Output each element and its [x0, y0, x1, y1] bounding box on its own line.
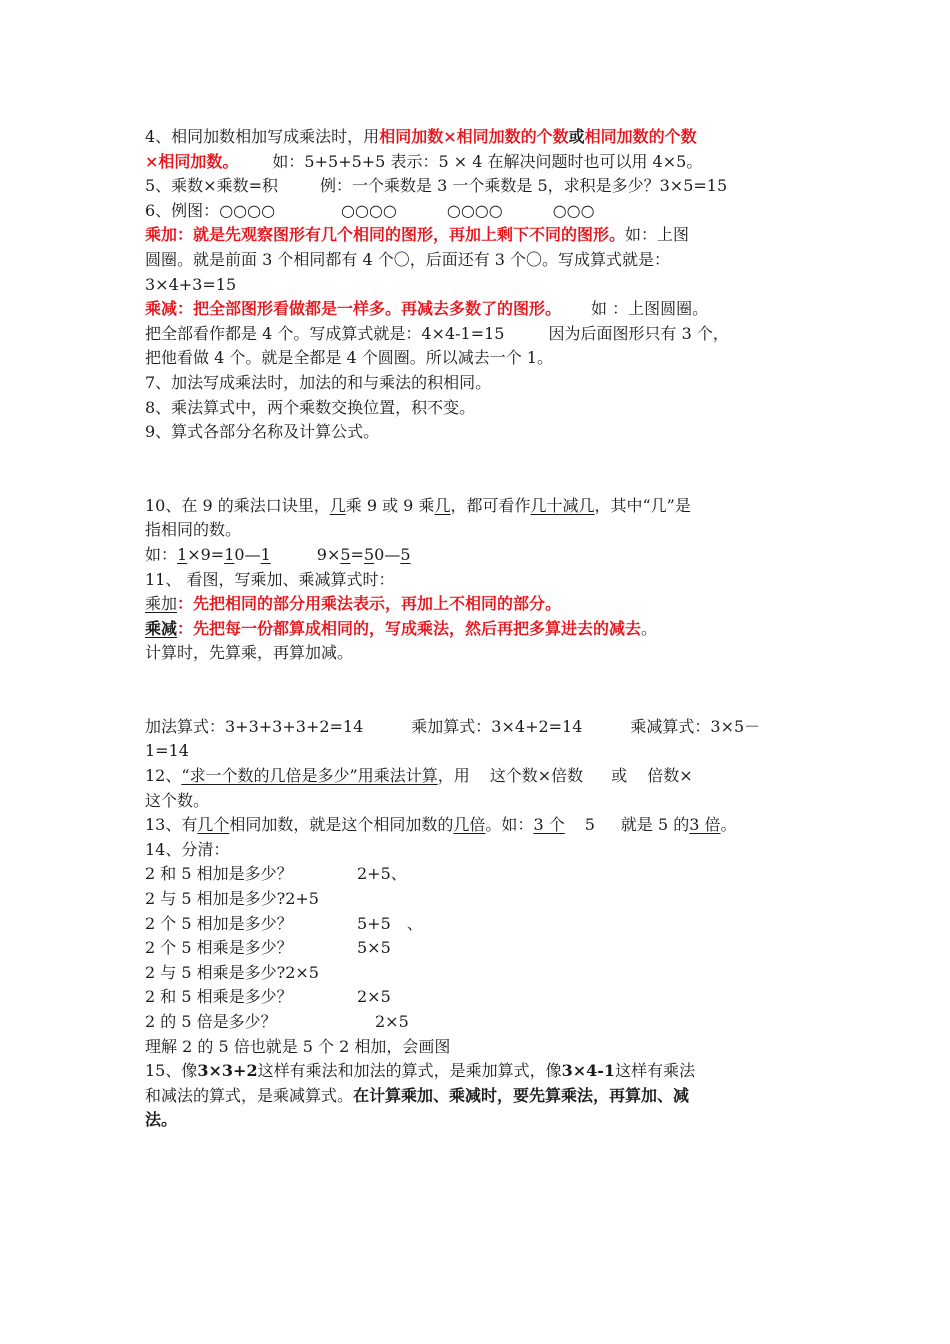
item-13-underline: 3 倍 — [689, 815, 721, 835]
item-8: 8、乘法算式中，两个乘数交换位置，积不变。 — [145, 397, 476, 417]
circle-group-3: ○○○○ — [446, 200, 503, 220]
item-11-mul-sub — [145, 617, 825, 642]
item-4-line-2 — [145, 150, 825, 175]
item-4-example: 如：5+5+5+5 表示：5 × 4 在解决问题时也可以用 4×5。 — [272, 151, 703, 171]
item-13-underline: 3 个 — [533, 815, 565, 835]
calc-examples-line-2: 1=14 — [145, 741, 189, 761]
item-7: 7、加法写成乘法时，加法的和与乘法的积相同。 — [145, 372, 492, 392]
mul-add-formula: 3×4+3=15 — [145, 274, 237, 294]
mul-add-definition: 乘加：就是先观察图形有几个相同的图形，再加上剩下不同的图形。 — [145, 225, 626, 245]
mul-sub-formula: 把全部看作都是 4 个。写成算式就是：4×4-1=15 — [145, 323, 505, 343]
item-13-text: 就是 5 的 — [620, 815, 690, 835]
addition-formula: 加法算式：3+3+3+3+2=14 — [145, 716, 364, 736]
item-13-text: 。 — [720, 815, 737, 835]
spacer — [145, 666, 825, 715]
mul-sub-reason: 因为后面图形只有 3 个， — [548, 323, 729, 343]
spacer — [145, 445, 825, 494]
example-text: = — [350, 544, 364, 564]
item-10-text-b: 乘 9 或 9 乘 — [345, 495, 435, 515]
mul-sub-label: 乘减 — [145, 618, 178, 638]
example-underline: 1 — [260, 544, 271, 564]
mul-add-example-start: 如：上图 — [625, 225, 690, 245]
example-underline: 1 — [224, 544, 235, 564]
item-10-underline-2: 几 — [434, 495, 451, 515]
list-answer: 5+5 、 — [357, 913, 423, 933]
example-underline: 5 — [363, 544, 375, 564]
item-10-example — [145, 543, 825, 568]
item-12-number: 12、 — [145, 766, 182, 786]
list-answer: 5×5 — [357, 938, 391, 958]
item-14-title: 14、分清： — [145, 839, 230, 859]
item-11-title: 11、 看图，写乘加、乘减算式时： — [145, 569, 395, 589]
list-answer: 2+5、 — [357, 864, 407, 884]
item-10-underline-3: 几十减几 — [530, 495, 595, 515]
mul-add-rule: ：先把相同的部分用乘法表示，再加上不相同的部分。 — [177, 594, 562, 614]
example-text: 9× — [316, 544, 341, 564]
list-item — [145, 912, 825, 937]
list-item — [145, 936, 825, 961]
mul-sub-example-start: 如 ：上图圆圈。 — [591, 299, 709, 319]
item-9: 9、算式各部分名称及计算公式。 — [145, 422, 380, 442]
example-prefix: 如： — [145, 544, 178, 564]
item-12-formula-2: 倍数× — [647, 766, 693, 786]
mul-sub-period: 。 — [641, 618, 658, 638]
item-15-formula: 3×4-1 — [561, 1061, 616, 1081]
list-item — [145, 985, 825, 1010]
list-question: 2 个 5 相加是多少？ — [145, 913, 293, 933]
item-13-text: 5 — [584, 815, 595, 835]
item-15-formula: 3×3+2 — [197, 1061, 258, 1081]
example-underline: 1 — [177, 544, 188, 564]
item-15-line-3 — [145, 1108, 825, 1133]
item-10-text-c: ，都可看作 — [450, 495, 531, 515]
item-10-line-1 — [145, 494, 825, 519]
item-5-example: 例：一个乘数是 3 一个乘数是 5，求积是多少？3×5=15 — [320, 176, 728, 196]
list-answer: 2×5 — [375, 1012, 409, 1031]
list-question: 2 个 5 相乘是多少？ — [145, 938, 293, 958]
item-4-highlight-1: 相同加数×相同加数的个数 — [379, 127, 569, 146]
item-6-line-6 — [145, 322, 825, 347]
item-6-line-7 — [145, 346, 825, 371]
mul-sub-rule: ：先把每一份都算成相同的，写成乘法，然后再把多算进去的减去 — [177, 618, 642, 638]
item-12-underline: “求一个数的几倍是多少”用乘法计算 — [181, 766, 438, 786]
item-15-text: 这样有乘法 — [615, 1061, 696, 1081]
item-13-text: 相同加数，就是这个相同加数的 — [229, 815, 454, 835]
list-question: 2 与 5 相乘是多少?2×5 — [145, 962, 319, 982]
list-item — [145, 961, 825, 986]
document-page — [145, 125, 825, 1133]
item-5-rule: 5、乘数×乘数=积 — [145, 176, 278, 196]
item-11-order: 计算时，先算乘，再算加减。 — [145, 643, 354, 663]
list-item — [145, 1010, 825, 1035]
list-question: 2 的 5 倍是多少？ — [145, 1012, 277, 1031]
example-text: 0— — [374, 544, 401, 564]
circle-group-1: ○○○○ — [219, 200, 276, 220]
item-6-mul-sub — [145, 297, 825, 322]
item-14-note: 理解 2 的 5 倍也就是 5 个 2 相加，会画图 — [145, 1036, 451, 1056]
list-question: 2 和 5 相乘是多少？ — [145, 987, 293, 1007]
list-question: 2 与 5 相加是多少?2+5 — [145, 889, 319, 909]
mul-sub-formula: 乘减算式：3×5－ — [630, 716, 761, 736]
item-4-line-1 — [145, 125, 825, 150]
calc-examples-line-1 — [145, 715, 825, 740]
item-6-line-4 — [145, 273, 825, 298]
item-13-text: 13、有 — [145, 815, 198, 835]
item-6-figure — [145, 199, 825, 224]
item-10-text-a: 10、在 9 的乘法口诀里， — [145, 495, 330, 515]
item-15-rule: 在计算乘加、乘减时，要先算乘法，再算加、减 — [353, 1085, 690, 1105]
item-13-text: 。如： — [485, 815, 534, 835]
item-6-label: 6、例图： — [145, 200, 220, 220]
item-15-line-1 — [145, 1059, 825, 1084]
item-4-highlight-2: 相同加数的个数 — [584, 127, 697, 146]
item-12-line-1 — [145, 764, 825, 789]
item-4-highlight-3: ×相同加数。 — [145, 151, 239, 171]
item-15-line-2 — [145, 1084, 825, 1109]
mul-add-label: 乘加 — [145, 594, 178, 614]
item-15-text: 和减法的算式，是乘减算式。 — [145, 1085, 354, 1105]
item-15-text: 15、像 — [145, 1061, 198, 1081]
item-15-text: 这样有乘法和加法的算式，是乘加算式，像 — [257, 1061, 562, 1081]
item-15-rule-end: 法。 — [145, 1110, 178, 1130]
mul-add-formula: 乘加算式：3×4+2=14 — [411, 716, 583, 736]
item-10-underline-1: 几 — [329, 495, 346, 515]
item-12-formula-1: 这个数×倍数 — [489, 766, 584, 786]
item-10-line-2: 指相同的数。 — [145, 520, 242, 540]
mul-add-explanation: 圆圈。就是前面 3 个相同都有 4 个〇，后面还有 3 个〇。写成算式就是： — [145, 249, 671, 269]
example-text: 0— — [234, 544, 261, 564]
example-underline: 5 — [400, 544, 411, 564]
item-11-mul-add — [145, 592, 825, 617]
list-answer: 2×5 — [357, 987, 391, 1007]
item-13 — [145, 813, 825, 838]
item-12-text: ，用 — [437, 766, 470, 786]
item-6-line-3 — [145, 248, 825, 273]
item-13-underline: 几个 — [197, 815, 230, 835]
item-14-list — [145, 862, 825, 1034]
circle-group-2: ○○○○ — [341, 200, 397, 220]
circle-group-4: ○○○ — [552, 200, 595, 220]
mul-sub-definition: 乘减：把全部图形看做都是一样多。再减去多数了的图形。 — [145, 299, 562, 319]
item-4-or: 或 — [568, 127, 585, 146]
item-5 — [145, 174, 825, 199]
example-underline: 5 — [340, 544, 351, 564]
mul-sub-explanation: 把他看做 4 个。就是全都是 4 个圆圈。所以减去一个 1。 — [145, 348, 553, 368]
list-item — [145, 887, 825, 912]
example-text: ×9= — [187, 544, 225, 564]
item-12-or: 或 — [611, 766, 628, 786]
list-question: 2 和 5 相加是多少？ — [145, 864, 293, 884]
item-4-text: 4、相同加数相加写成乘法时，用 — [145, 127, 380, 146]
list-item — [145, 862, 825, 887]
item-10-text-d: ，其中“几”是 — [594, 495, 691, 515]
item-12-line-2: 这个数。 — [145, 790, 210, 810]
item-6-mul-add — [145, 223, 825, 248]
item-13-underline: 几倍 — [453, 815, 486, 835]
